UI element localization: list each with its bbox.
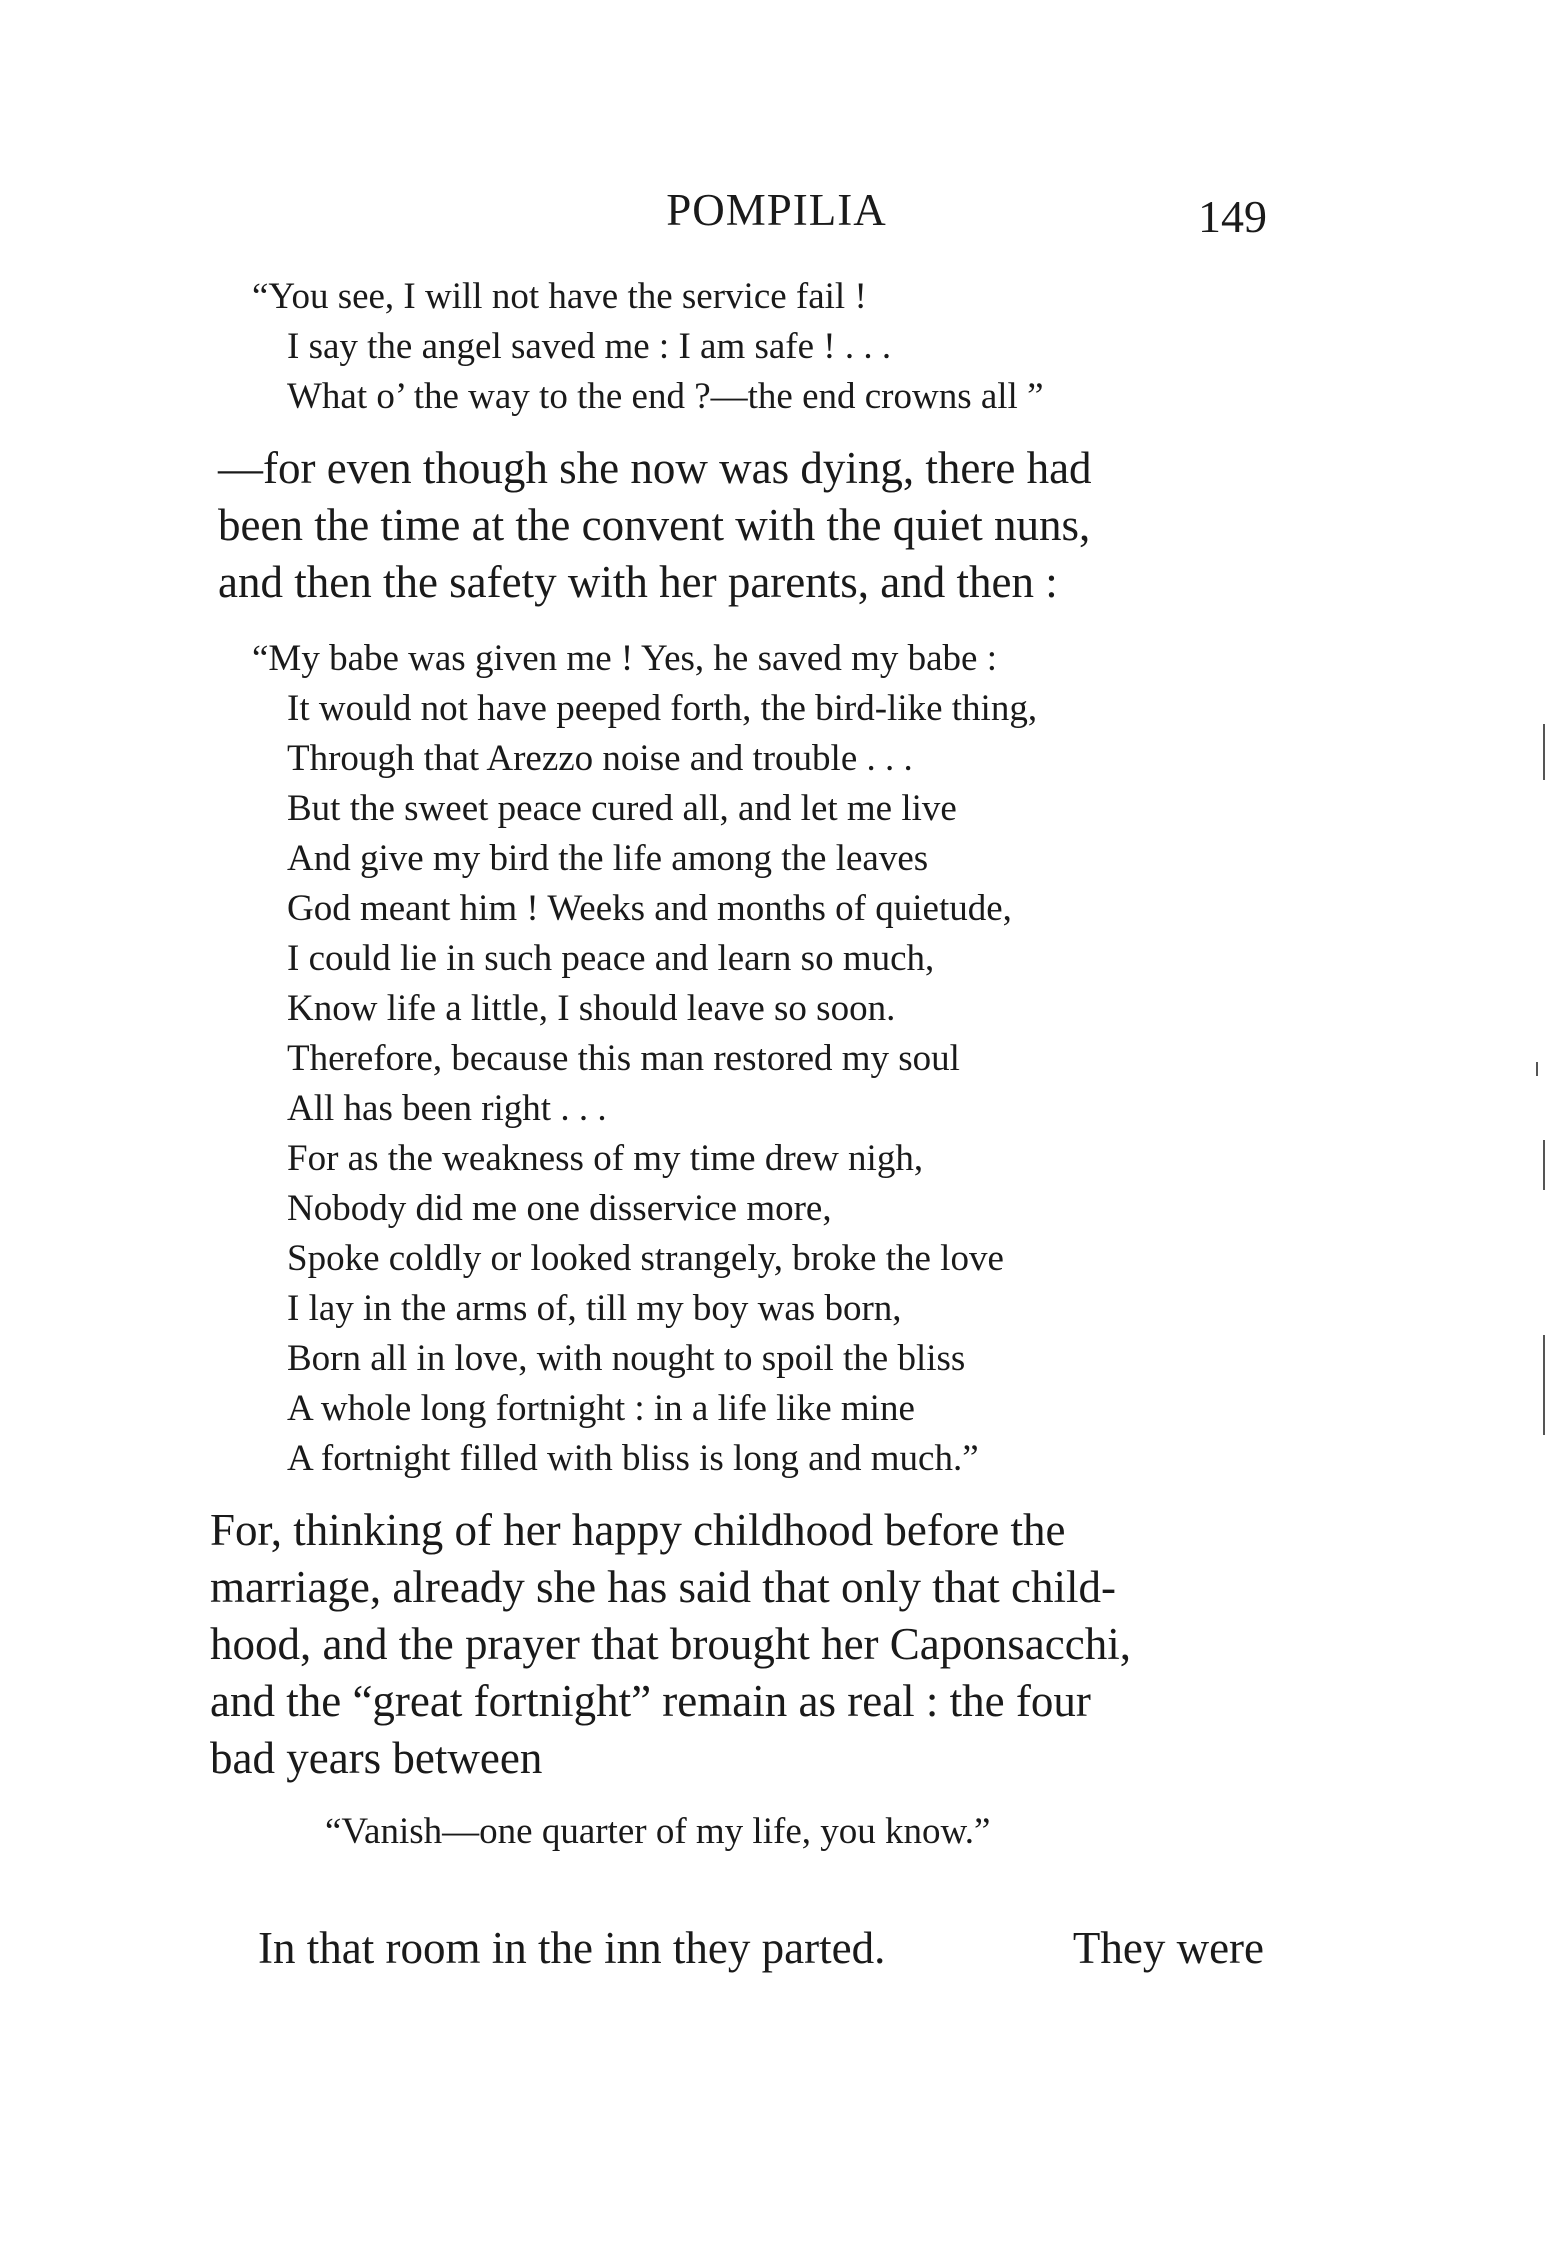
verse-line: It would not have peeped forth, the bird-like thing, [287, 688, 1038, 729]
verse-line: God meant him ! Weeks and months of quietude, [287, 888, 1012, 929]
verse-line: All has been right . . . [287, 1088, 607, 1129]
prose-line: hood, and the prayer that brought her Caponsacchi, [210, 1619, 1131, 1669]
prose-paragraph-2 [210, 1502, 1264, 1787]
prose-line: and then the safety with her parents, and then : [218, 557, 1058, 607]
scan-mark [1536, 1062, 1538, 1076]
verse-line: “You see, I will not have the service fail ! [252, 276, 867, 317]
verse-line: And give my bird the life among the leaves [287, 838, 929, 879]
closing-line-right: They were [1072, 1923, 1264, 1973]
prose-line: marriage, already she has said that only that child- [210, 1562, 1116, 1612]
prose-line: For, thinking of her happy childhood before the [210, 1505, 1066, 1555]
verse-line: I say the angel saved me : I am safe ! . . . [287, 326, 892, 367]
verse-line: Therefore, because this man restored my soul [287, 1038, 960, 1079]
prose-line: —for even though she now was dying, there had [218, 443, 1092, 493]
closing-line [258, 1920, 1264, 1977]
verse-line: A fortnight filled with bliss is long and much.” [287, 1438, 979, 1479]
single-line-quote: “Vanish—one quarter of my life, you know.” [325, 1811, 991, 1852]
verse-line: “My babe was given me ! Yes, he saved my babe : [252, 638, 997, 679]
verse-line: Born all in love, with nought to spoil the bliss [287, 1338, 966, 1379]
prose-line: and the “great fortnight” remain as real : the four [210, 1676, 1091, 1726]
verse-quote-2 [252, 634, 1037, 1484]
prose-line: been the time at the convent with the quiet nuns, [218, 500, 1091, 550]
page-header [0, 176, 1553, 246]
verse-line: I could lie in such peace and learn so much, [287, 938, 935, 979]
verse-line: Nobody did me one disservice more, [287, 1188, 832, 1229]
verse-line: What o’ the way to the end ?—the end crowns all ” [287, 376, 1044, 417]
prose-line: bad years between [210, 1733, 543, 1783]
verse-line: Know life a little, I should leave so soon. [287, 988, 896, 1029]
verse-line: Spoke coldly or looked strangely, broke the love [287, 1238, 1004, 1279]
verse-line: A whole long fortnight : in a life like mine [287, 1388, 915, 1429]
closing-line-left: In that room in the inn they parted. [258, 1923, 886, 1973]
page-number: 149 [1198, 191, 1267, 242]
scan-mark [1543, 1140, 1545, 1190]
prose-paragraph-1 [218, 440, 1264, 611]
running-head: POMPILIA [666, 185, 887, 235]
verse-quote-1 [252, 272, 1044, 422]
verse-line: For as the weakness of my time drew nigh, [287, 1138, 924, 1179]
scan-mark [1543, 724, 1545, 780]
verse-line: But the sweet peace cured all, and let me live [287, 788, 957, 829]
verse-line: I lay in the arms of, till my boy was born, [287, 1288, 902, 1329]
verse-line: Through that Arezzo noise and trouble . . . [287, 738, 913, 779]
scan-mark [1543, 1335, 1545, 1435]
